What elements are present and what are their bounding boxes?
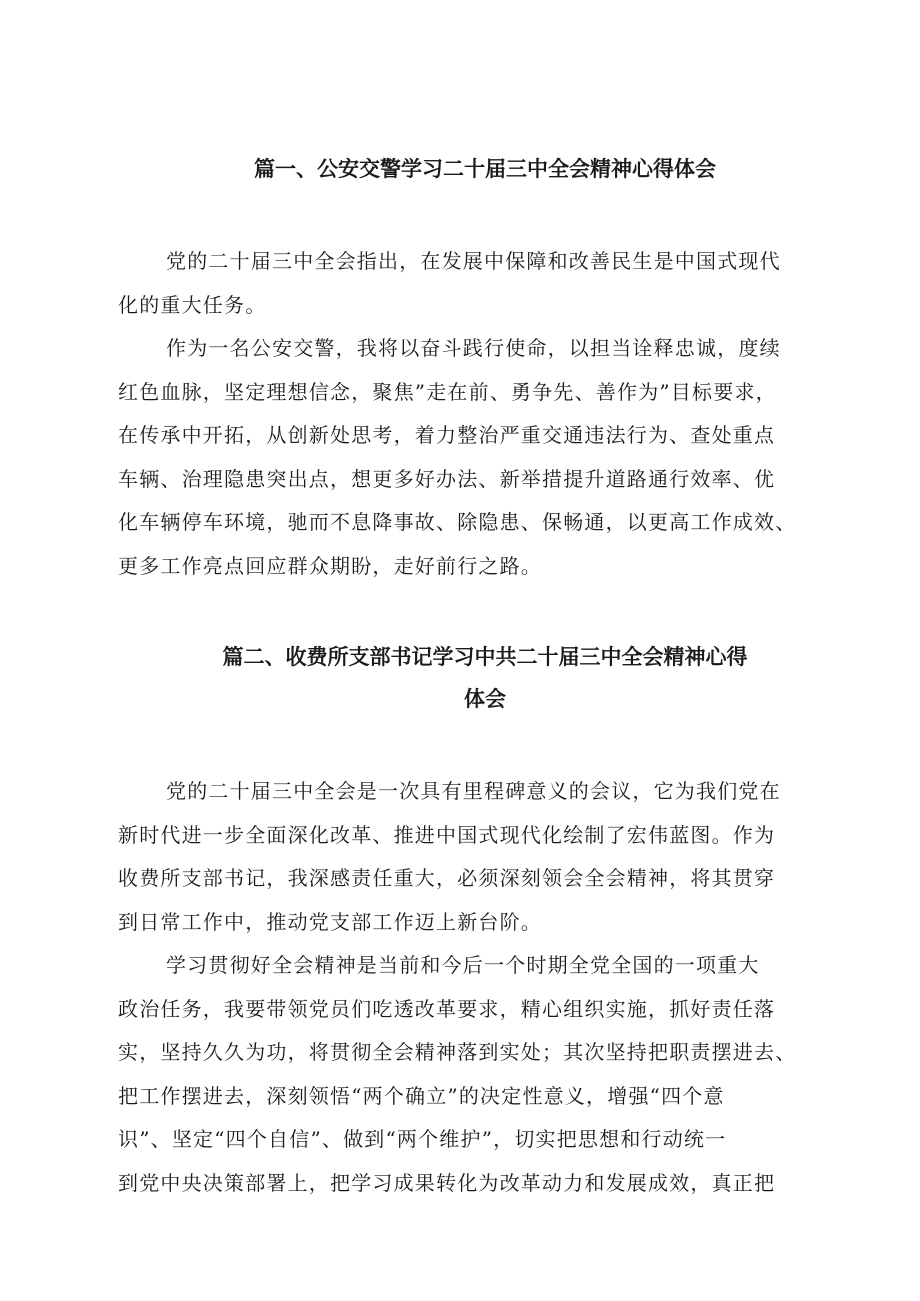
text-line: 识”、坚定“四个自信”、做到“两个维护”，切实把思想和行动统一	[118, 1127, 727, 1151]
text-line: 作为一名公安交警，我将以奋斗践行使命，以担当诠释忠诚，度续	[166, 336, 781, 360]
text-line: 更多工作亮点回应群众期盼，走好前行之路。	[118, 553, 542, 578]
text-line: 在传承中开拓，从创新处思考，着力整治严重交通违法行为、查处重点	[118, 423, 776, 447]
text-line: 党的二十届三中全会是一次具有里程碑意义的会议，它为我们党在	[166, 779, 781, 803]
text-line: 党的二十届三中全会指出，在发展中保障和改善民生是中国式现代	[166, 249, 781, 273]
title-line: 体会	[464, 687, 506, 711]
text-line: 到日常工作中，推动党支部工作迈上新台阶。	[118, 909, 542, 934]
text-line: 新时代进一步全面深化改革、推进中国式现代化绘制了宏伟蓝图。作为	[118, 822, 776, 847]
text-line: 把工作摆进去，深刻领悟“两个确立”的决定性意义，增强“四个意	[118, 1083, 725, 1108]
text-line: 化的重大任务。	[118, 292, 267, 317]
title-line: 篇一、公安交警学习二十届三中全会精神心得体会	[254, 157, 716, 181]
section-title-2	[118, 636, 852, 720]
text-line: 收费所支部书记，我深感责任重大，必须深刻领会全会精神，将其贯穿	[118, 866, 776, 890]
paragraph	[118, 327, 852, 588]
text-line: 化车辆停车环境，驰而不息降事故、除隐患、保畅通，以更高工作成效、	[118, 510, 797, 534]
text-line: 车辆、治理隐患突出点，想更多好办法、新举措提升道路通行效率、优	[118, 466, 776, 491]
text-line: 学习贯彻好全会精神是当前和今后一个时期全党全国的一项重大	[166, 953, 760, 977]
paragraph	[118, 770, 852, 944]
title-line: 篇二、收费所支部书记学习中共二十届三中全会精神心得	[222, 645, 748, 669]
text-line: 政治任务，我要带领党员们吃透改革要求，精心组织实施，抓好责任落	[118, 996, 776, 1021]
text-line: 红色血脉，坚定理想信念，聚焦”走在前、勇争先、善作为”目标要求，	[118, 379, 777, 404]
section-body-1	[118, 240, 852, 588]
section-body-2	[118, 770, 852, 1205]
section-title-1	[118, 148, 852, 190]
paragraph	[118, 944, 852, 1205]
text-line: 实，坚持久久为功，将贯彻全会精神落到实处；其次坚持把职责摆进去、	[118, 1040, 797, 1064]
text-line: 到党中央决策部署上，把学习成果转化为改革动力和发展成效，真正把	[118, 1170, 776, 1195]
paragraph	[118, 240, 852, 327]
